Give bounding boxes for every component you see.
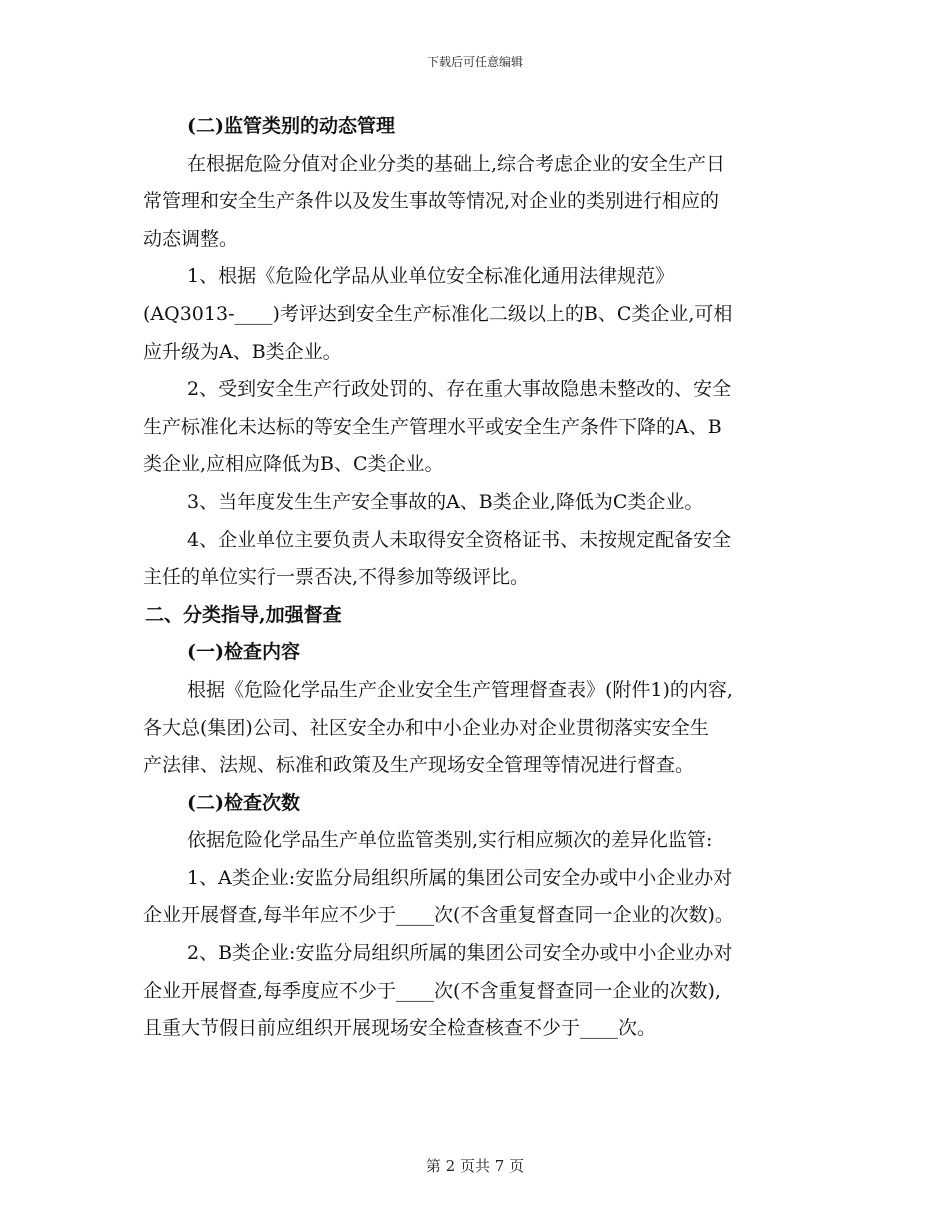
- text-line: 类企业,应相应降低为B、C类企业。: [143, 453, 444, 476]
- text-line: (AQ3013-____)考评达到安全生产标准化二级以上的B、C类企业,可相: [143, 302, 733, 325]
- text-line: 应升级为A、B类企业。: [143, 340, 342, 363]
- text-line: 根据《危险化学品生产企业安全生产管理督查表》(附件1)的内容,: [187, 678, 733, 701]
- text-line: 且重大节假日前应组织开展现场安全检查核查不少于____次。: [143, 1017, 657, 1040]
- subsection-heading: (二)检查次数: [187, 791, 300, 814]
- text-line: 动态调整。: [143, 227, 239, 250]
- page-header: 下载后可任意编辑: [426, 55, 523, 69]
- text-line: 企业开展督查,每季度应不少于____次(不含重复督查同一企业的次数),: [143, 979, 721, 1002]
- text-line: 依据危险化学品生产单位监管类别,实行相应频次的差异化监管:: [187, 829, 713, 852]
- document-body: [143, 108, 813, 1048]
- text-line: 各大总(集团)公司、社区安全办和中小企业办对企业贯彻落实安全生: [143, 716, 709, 739]
- text-line: 1、A类企业:安监分局组织所属的集团公司安全办或中小企业办对: [187, 866, 733, 889]
- subsection-heading: (一)检查内容: [187, 641, 300, 664]
- text-line: 3、当年度发生生产安全事故的A、B类企业,降低为C类企业。: [187, 490, 704, 513]
- text-line: 主任的单位实行一票否决,不得参加等级评比。: [143, 566, 530, 589]
- text-line: 生产标准化未达标的等安全生产管理水平或安全生产条件下降的A、B: [143, 415, 722, 438]
- text-line: 2、受到安全生产行政处罚的、存在重大事故隐患未整改的、安全: [187, 378, 732, 401]
- text-line: 常管理和安全生产条件以及发生事故等情况,对企业的类别进行相应的: [143, 190, 720, 213]
- text-line: 企业开展督查,每半年应不少于____次(不含重复督查同一企业的次数)。: [143, 904, 734, 927]
- text-line: 产法律、法规、标准和政策及生产现场安全管理等情况进行督查。: [143, 754, 695, 777]
- text-line: 2、B类企业:安监分局组织所属的集团公司安全办或中小企业办对: [187, 942, 733, 965]
- text-line: 4、企业单位主要负责人未取得安全资格证书、未按规定配备安全: [187, 528, 732, 551]
- text-line: 在根据危险分值对企业分类的基础上,综合考虑企业的安全生产日: [187, 152, 726, 175]
- page-footer: 第 2 页共 7 页: [425, 1157, 525, 1175]
- section-heading: 二、分类指导,加强督查: [145, 603, 342, 626]
- text-line: (二)监管类别的动态管理: [187, 115, 395, 137]
- text-line: 1、根据《危险化学品从业单位安全标准化通用法律规范》: [187, 265, 675, 288]
